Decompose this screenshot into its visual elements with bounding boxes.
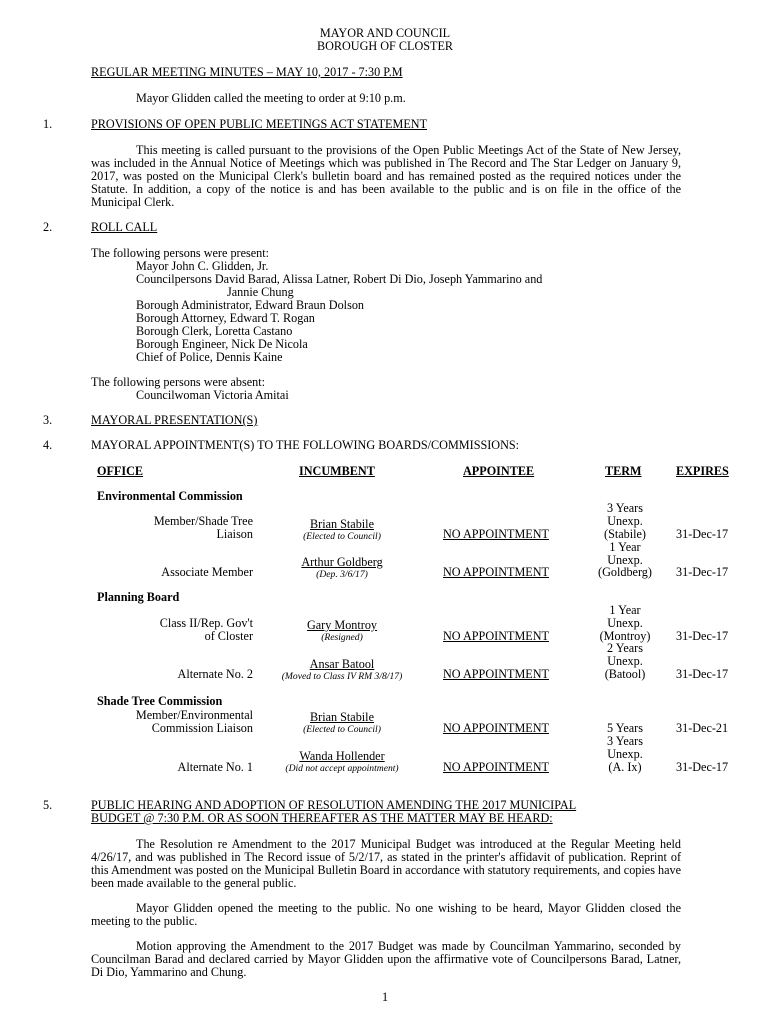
section-number: 4. <box>43 438 53 452</box>
doc-title-line2: BOROUGH OF CLOSTER <box>316 39 454 53</box>
budget-resolution-paragraph: The Resolution re Amendment to the 2017 Municipal Budget was introduced at the Regular Meeting held 4/26/17, and was published in The Record issue of 5/2/17, as stated in the printer's affidavit of publication. Reprint of this Amendment was posted on the Municipal Bulletin Board in accordance with statutory requirements, and copies have been made available to the general public. <box>91 837 681 890</box>
group-heading: Environmental Commission <box>97 489 243 503</box>
attendee: Mayor John C. Glidden, Jr. <box>136 259 269 273</box>
absentee: Councilwoman Victoria Amitai <box>136 388 289 402</box>
incumbent-note: (Elected to Council) <box>303 531 381 542</box>
incumbent-note: (Elected to Council) <box>303 724 381 735</box>
oma-statement-paragraph: This meeting is called pursuant to the provisions of the Open Public Meetings Act of the State of New Jersey, was included in the Annual Notice of Meetings which was published in The Record and The Star Ledger on January 9, 2017, was posted on the Municipal Clerk's bulletin board and has remained posted as the required notices under the Statute. In addition, a copy of the notice is and has been available to the public and is on file in the office of the Municipal Clerk. <box>91 143 681 209</box>
incumbent-note: (Resigned) <box>321 632 363 643</box>
incumbent-name: Arthur Goldberg <box>301 555 383 569</box>
appointee-cell: NO APPOINTMENT <box>443 760 549 774</box>
office-cell: Alternate No. 2 <box>177 667 253 681</box>
section-heading: PUBLIC HEARING AND ADOPTION OF RESOLUTION AMENDING THE 2017 MUNICIPAL <box>91 798 577 812</box>
term-cell: Unexp. <box>607 616 643 630</box>
col-header-office: OFFICE <box>97 464 144 478</box>
incumbent-name: Brian Stabile <box>310 710 374 724</box>
absent-intro: The following persons were absent: <box>91 375 265 389</box>
doc-title-line1: MAYOR AND COUNCIL <box>319 26 451 40</box>
term-cell: Unexp. <box>607 654 643 668</box>
term-cell: (Stabile) <box>604 527 646 541</box>
appointee-cell: NO APPOINTMENT <box>443 721 549 735</box>
office-cell: Commission Liaison <box>151 721 253 735</box>
term-cell: 1 Year <box>609 540 641 554</box>
appointee-cell: NO APPOINTMENT <box>443 629 549 643</box>
col-header-expires: EXPIRES <box>676 464 729 478</box>
attendee: Borough Clerk, Loretta Castano <box>136 324 293 338</box>
section-number: 3. <box>43 413 53 427</box>
group-heading: Shade Tree Commission <box>97 694 223 708</box>
section-number: 1. <box>43 117 53 131</box>
office-cell: Member/Environmental <box>135 708 253 722</box>
term-cell: Unexp. <box>607 514 643 528</box>
expires-cell: 31-Dec-17 <box>676 760 729 774</box>
attendee: Chief of Police, Dennis Kaine <box>136 350 283 364</box>
office-cell: Alternate No. 1 <box>177 760 253 774</box>
expires-cell: 31-Dec-17 <box>676 629 729 643</box>
expires-cell: 31-Dec-17 <box>676 667 729 681</box>
term-cell: (Montroy) <box>599 629 651 643</box>
attendee: Jannie Chung <box>227 285 294 299</box>
call-to-order: Mayor Glidden called the meeting to order at 9:10 p.m. <box>136 91 406 105</box>
col-header-appointee: APPOINTEE <box>463 464 535 478</box>
col-header-incumbent: INCUMBENT <box>299 464 375 478</box>
section-heading: PROVISIONS OF OPEN PUBLIC MEETINGS ACT STATEMENT <box>91 117 428 131</box>
incumbent-name: Ansar Batool <box>309 657 375 671</box>
office-cell: Member/Shade Tree <box>153 514 253 528</box>
incumbent-name: Wanda Hollender <box>299 749 385 763</box>
incumbent-name: Brian Stabile <box>310 517 374 531</box>
incumbent-note: (Moved to Class IV RM 3/8/17) <box>281 671 403 682</box>
office-cell: Liaison <box>216 527 253 541</box>
term-cell: (Batool) <box>604 667 646 681</box>
term-cell: (Goldberg) <box>598 565 652 579</box>
term-cell: (A. Ix) <box>608 760 642 774</box>
incumbent-note: (Dep. 3/6/17) <box>316 569 368 580</box>
attendee: Borough Attorney, Edward T. Rogan <box>136 311 315 325</box>
section-heading-cont: BUDGET @ 7:30 P.M. OR AS SOON THEREAFTER AS THE MATTER MAY BE HEARD: <box>91 811 553 825</box>
term-cell: 1 Year <box>609 603 641 617</box>
incumbent-note: (Did not accept appointment) <box>285 763 399 774</box>
section-heading: MAYORAL APPOINTMENT(S) TO THE FOLLOWING BOARDS/COMMISSIONS: <box>91 438 520 452</box>
term-cell: 3 Years <box>607 501 643 515</box>
office-cell: Class II/Rep. Gov't <box>159 616 253 630</box>
expires-cell: 31-Dec-17 <box>676 527 729 541</box>
present-intro: The following persons were present: <box>91 246 270 260</box>
minutes-title: REGULAR MEETING MINUTES – MAY 10, 2017 - 7:30 P.M <box>91 65 403 79</box>
office-cell: of Closter <box>204 629 253 643</box>
term-cell: 3 Years <box>607 734 643 748</box>
incumbent-name: Gary Montroy <box>306 618 378 632</box>
attendee: Borough Administrator, Edward Braun Dolson <box>136 298 365 312</box>
motion-paragraph: Motion approving the Amendment to the 2017 Budget was made by Councilman Yammarino, seconded by Councilman Barad and declared carried by Mayor Glidden upon the affirmative vote of Councilpersons Barad, Latner, Di Dio, Yammarino and Chung. <box>91 939 681 979</box>
section-heading: MAYORAL PRESENTATION(S) <box>91 413 258 427</box>
attendee: Councilpersons David Barad, Alissa Latner, Robert Di Dio, Joseph Yammarino and <box>136 272 543 286</box>
attendee: Borough Engineer, Nick De Nicola <box>136 337 308 351</box>
expires-cell: 31-Dec-17 <box>676 565 729 579</box>
group-heading: Planning Board <box>97 590 180 604</box>
col-header-term: TERM <box>605 464 642 478</box>
term-cell: 2 Years <box>607 641 643 655</box>
section-heading: ROLL CALL <box>91 220 158 234</box>
appointee-cell: NO APPOINTMENT <box>443 527 549 541</box>
section-number: 2. <box>43 220 53 234</box>
public-hearing-paragraph: Mayor Glidden opened the meeting to the public. No one wishing to be heard, Mayor Glidden closed the meeting to the public. <box>91 901 681 928</box>
term-cell: Unexp. <box>607 553 643 567</box>
appointee-cell: NO APPOINTMENT <box>443 667 549 681</box>
expires-cell: 31-Dec-21 <box>676 721 729 735</box>
office-cell: Associate Member <box>161 565 253 579</box>
term-cell: 5 Years <box>607 721 643 735</box>
section-number: 5. <box>43 798 53 812</box>
appointee-cell: NO APPOINTMENT <box>443 565 549 579</box>
term-cell: Unexp. <box>607 747 643 761</box>
page-number: 1 <box>381 990 389 1004</box>
